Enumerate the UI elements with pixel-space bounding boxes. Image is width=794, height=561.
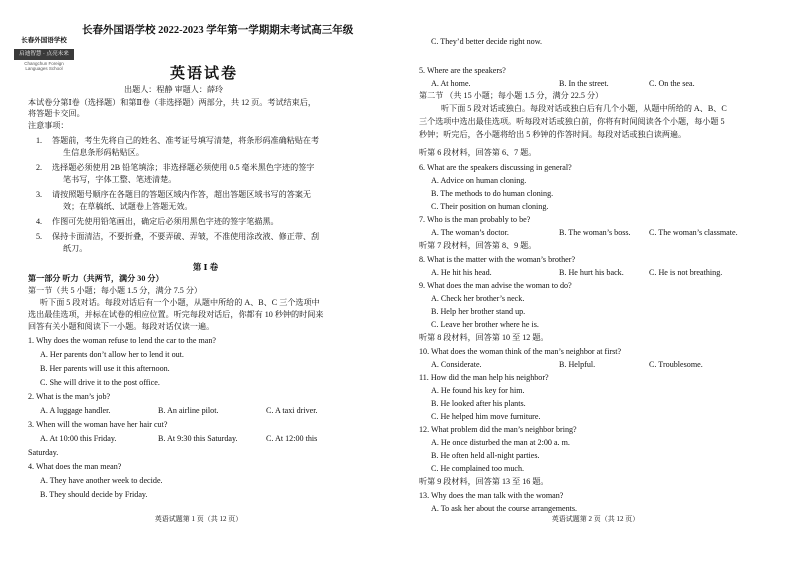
- note-text-cont: 生信息条形码粘贴区。: [63, 148, 144, 157]
- subject-title: 英语试卷: [170, 66, 239, 82]
- option: B. Her parents will use it this afternoon.: [40, 364, 170, 373]
- option: A. Check her brother’s neck.: [431, 294, 525, 303]
- question-4: 4. What does the man mean?: [28, 462, 122, 471]
- footer-page-1: 英语试题第 1 页（共 12 页）: [154, 515, 243, 523]
- question-12: 12. What problem did the man’s neighbor bring?: [419, 425, 577, 434]
- note-number: 2.: [36, 163, 43, 172]
- section1-desc: 回答有关小题和阅读下一小题。每段对话仅读一遍。: [28, 322, 215, 331]
- question-6: 6. What are the speakers discussing in general?: [419, 163, 572, 172]
- option: C. They’d better decide right now.: [431, 37, 543, 46]
- intro-line-2: 将答题卡交回。: [28, 109, 85, 118]
- school-title: 长春外国语学校 2022-2023 学年第一学期期末考试高三年级: [82, 25, 354, 36]
- footer-page-2: 英语试题第 2 页（共 12 页）: [551, 515, 640, 523]
- question-10: 10. What does the woman think of the man’s neighbor at first?: [419, 347, 622, 356]
- note-number: 1.: [36, 136, 43, 145]
- logo-band: 启迪智慧 · 点亮未来: [14, 49, 74, 60]
- option: B. At 9:30 this Saturday.: [158, 434, 238, 443]
- part1-title: 第一部分 听力（共两节，满分 30 分）: [28, 274, 164, 283]
- note-text-cont: 笔书写，字体工整、笔迹清楚。: [63, 175, 177, 184]
- school-logo: [14, 36, 74, 72]
- section2-desc: 听下面 5 段对话或独白。每段对话或独白后有几个小题，从题中所给的 A、B、C: [441, 104, 727, 113]
- option: A. A luggage handler.: [40, 406, 111, 415]
- option: C. On the sea.: [649, 79, 695, 88]
- question-13: 13. Why does the man talk with the woman?: [419, 491, 564, 500]
- option: B. They should decide by Friday.: [40, 490, 148, 499]
- section1-desc: 听下面 5 段对话。每段对话后有一个小题，从题中所给的 A、B、C 三个选项中: [40, 298, 320, 307]
- option: C. At 12:00 this: [266, 434, 318, 443]
- option: B. He often held all-night parties.: [431, 451, 540, 460]
- section2-title: 第二节 （共 15 小题；每小题 1.5 分，满分 22.5 分）: [419, 91, 604, 100]
- option: B. In the street.: [559, 79, 609, 88]
- notes-title: 注意事项：: [28, 121, 69, 130]
- option: A. At home.: [431, 79, 471, 88]
- material-6: 听第 6 段材料，回答第 6、7 题。: [419, 148, 537, 157]
- option: A. He once disturbed the man at 2:00 a. m.: [431, 438, 570, 447]
- option: A. Advice on human cloning.: [431, 176, 527, 185]
- option: A. At 10:00 this Friday.: [40, 434, 117, 443]
- option: C. Their position on human cloning.: [431, 202, 549, 211]
- note-text-cont: 效；在草稿纸、试题卷上答题无效。: [63, 202, 193, 211]
- option: A. Considerate.: [431, 360, 482, 369]
- option: A. They have another week to decide.: [40, 476, 163, 485]
- question-2: 2. What is the man’s job?: [28, 392, 111, 401]
- option: A. He found his key for him.: [431, 386, 525, 395]
- section1-desc: 选出最佳选项，并标在试卷的相应位置。听完每段对话后，你都有 10 秒钟的时间来: [28, 310, 324, 319]
- volume-title: 第 Ⅰ 卷: [192, 262, 219, 272]
- question-7: 7. Who is the man probably to be?: [419, 215, 531, 224]
- option: B. He looked after his plants.: [431, 399, 526, 408]
- note-text: 保持卡面清洁，不要折叠，不要弄破、弄皱，不准使用涂改液、修正带、刮: [52, 232, 320, 241]
- note-text: 请按照题号顺序在各题目的答题区域内作答，超出答题区域书写的答案无: [52, 190, 312, 199]
- material-7: 听第 7 段材料，回答第 8、9 题。: [419, 241, 537, 250]
- note-text: 作图可先使用铅笔画出，确定后必须用黑色字迹的签字笔描黑。: [52, 217, 279, 226]
- section2-desc: 三个选项中选出最佳选项。听每段对话或独白前，你将有时间阅读各个小题，每小题 5: [419, 117, 725, 126]
- right-page: [397, 0, 794, 561]
- option: B. Helpful.: [559, 360, 596, 369]
- question-5: 5. Where are the speakers?: [419, 66, 506, 75]
- material-9: 听第 9 段材料，回答第 13 至 16 题。: [419, 477, 549, 486]
- logo-band-sub: Changchun Foreign Languages School: [24, 61, 64, 71]
- option: C. He is not breathing.: [649, 268, 723, 277]
- note-number: 4.: [36, 217, 43, 226]
- option: C. The woman’s classmate.: [649, 228, 738, 237]
- option: B. Help her brother stand up.: [431, 307, 526, 316]
- option: B. The methods to do human cloning.: [431, 189, 554, 198]
- option: B. The woman’s boss.: [559, 228, 631, 237]
- option: C. Troublesome.: [649, 360, 703, 369]
- authors: 出题人：程静 审题人：薛玲: [124, 85, 224, 94]
- note-text: 答题前，考生先将自己的姓名、准考证号填写清楚，将条形码准确粘贴在考: [52, 136, 320, 145]
- question-3: 3. When will the woman have her hair cut?: [28, 420, 168, 429]
- option-cont: Saturday.: [28, 448, 59, 457]
- logo-text: 长春外国语学校: [21, 37, 67, 44]
- note-text-cont: 纸刀。: [63, 244, 88, 253]
- option: A. Her parents don’t allow her to lend it out.: [40, 350, 184, 359]
- question-9: 9. What does the man advise the woman to do?: [419, 281, 572, 290]
- note-number: 5.: [36, 232, 43, 241]
- option: A. To ask her about the course arrangements.: [431, 504, 578, 513]
- note-text: 选择题必须使用 2B 铅笔填涂；非选择题必须使用 0.5 毫米黑色字迹的签字: [52, 163, 315, 172]
- question-11: 11. How did the man help his neighbor?: [419, 373, 549, 382]
- option: A. He hit his head.: [431, 268, 492, 277]
- option: C. He helped him move furniture.: [431, 412, 541, 421]
- option: A. The woman’s doctor.: [431, 228, 509, 237]
- question-1: 1. Why does the woman refuse to lend the car to the man?: [28, 336, 216, 345]
- option: C. Leave her brother where he is.: [431, 320, 539, 329]
- intro-line-1: 本试卷分第Ⅰ卷（选择题）和第Ⅱ卷（非选择题）两部分，共 12 页。考试结束后，: [28, 98, 316, 107]
- question-8: 8. What is the matter with the woman’s brother?: [419, 255, 576, 264]
- option: B. An airline pilot.: [158, 406, 219, 415]
- material-8: 听第 8 段材料，回答第 10 至 12 题。: [419, 333, 549, 342]
- option: C. She will drive it to the post office.: [40, 378, 160, 387]
- option: C. A taxi driver.: [266, 406, 318, 415]
- option: B. He hurt his back.: [559, 268, 624, 277]
- section1-title: 第一节（共 5 小题；每小题 1.5 分，满分 7.5 分）: [28, 286, 203, 295]
- option: C. He complained too much.: [431, 464, 525, 473]
- note-number: 3.: [36, 190, 43, 199]
- section2-desc: 秒钟；听完后，各小题将给出 5 秒钟的作答时间。每段对话或独白读两遍。: [419, 130, 687, 139]
